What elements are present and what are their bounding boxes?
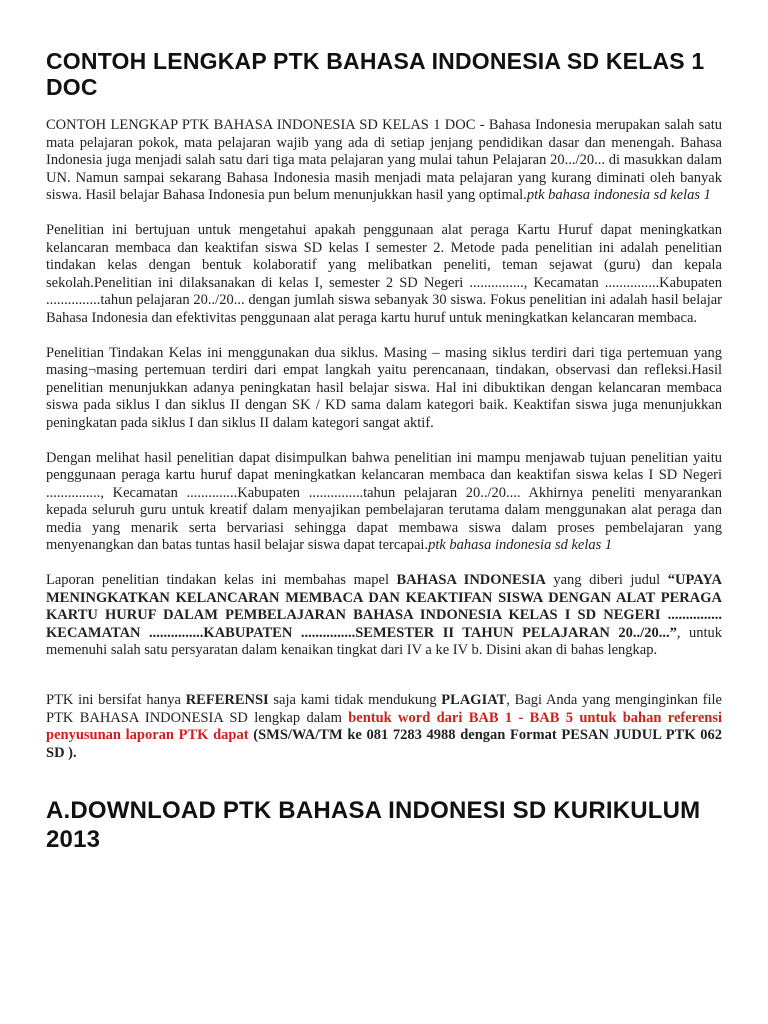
referensi-label: REFERENSI [185, 692, 269, 709]
report-purpose-text: , untuk memenuhi salah satu persyaratan dalam kenaikan tingkat dari IV a ke IV b. Disini akan di bahas lengkap. [46, 624, 723, 659]
notice-text-1: PTK ini bersifat hanya [46, 692, 186, 709]
conclusion-italic-keyword: ptk bahasa indonesia sd kelas 1 [428, 537, 613, 554]
download-section-heading: A.DOWNLOAD PTK BAHASA INDONESI SD KURIKULUM 2013 [46, 797, 701, 854]
notice-text-3: , Bagi Anda yang menginginkan file PTK BAHASA INDONESIA SD lengkap dalam [46, 692, 722, 726]
page-title: CONTOH LENGKAP PTK BAHASA INDONESIA SD KELAS 1 DOC [46, 48, 705, 100]
intro-text: CONTOH LENGKAP PTK BAHASA INDONESIA SD KELAS 1 DOC - Bahasa Indonesia merupakan salah satu mata pelajaran pokok, mata pelajaran wajib yang ada di setiap jenjang pendidikan dasar dan menengah. Bahasa Indonesia juga menjadi salah satu dari tiga mata pelajaran yang mulai tahun Pelajaran 20.../20... di masukkan dalam UN. Namun sampai sekarang Bahasa Indonesia masih menjadi mata pelajaran yang kurang diminati oleh banyak siswa. Hasil belajar Bahasa Indonesia pun belum menunjukkan hasil yang optimal. [46, 117, 722, 204]
research-purpose-paragraph: Penelitian ini bertujuan untuk mengetahui apakah penggunaan alat peraga Kartu Huruf dapat meningkatkan kelancaran membaca dan keaktifan siswa SD kelas I semester 2. Metode pada penelitian ini adalah penelitian tindakan kelas dengan bentuk kolaboratif yang melibatkan peneliti, teman sejawat (guru) dan kepala sekolah.Penelitian ini dilaksanakan di kelas I, semester 2 SD Negeri ..............., Kecamatan ...............Kabupaten ...............tahun pelajaran 20../20... dengan jumlah siswa sebanyak 30 siswa. Fokus penelitian ini adalah hasil belajar Bahasa Indonesia dan efektivitas penggunaan alat peraga kartu huruf untuk meningkatkan kelancaran membaca. [46, 221, 722, 326]
report-connector-text: yang diberi judul [545, 572, 668, 589]
conclusion-text: Dengan melihat hasil penelitian dapat disimpulkan bahwa penelitian ini mampu menjawab tujuan penelitian yaitu penggunaan peraga kartu huruf dapat meningkatkan kelancaran membaca dan keaktifan siswa kelas I SD Negeri ..............., Kecamatan ..............Kabupaten ...............tahun pelajaran 20../20.... Akhirnya peneliti menyarankan kepada seluruh guru untuk kreatif dalam menyajikan pembelajaran terutama dalam menggunakan alat peraga dan media yang menarik serta bervariasi sehingga dapat membawa siswa dalam proses pembelajaran yang menyenangkan dan batas tuntas hasil belajar siswa dapat tercapai. [46, 449, 722, 554]
word-format-offer: bentuk word dari BAB 1 - BAB 5 untuk bahan referensi penyusunan laporan PTK dapat [46, 709, 722, 744]
intro-italic-keyword: ptk bahasa indonesia sd kelas 1 [526, 187, 711, 204]
research-method-paragraph: Penelitian Tindakan Kelas ini menggunakan dua siklus. Masing – masing siklus terdiri dari tiga pertemuan yang masing¬masing pertemuan terdiri dari empat langkah yaitu perencanaan, tindakan, observasi dan refleksi.Hasil penelitian menunjukkan adanya peningkatan hasil belajar siswa. Hal ini dibuktikan dengan kelancaran membaca siswa pada siklus I dan siklus II dengan SK / KD sama dalam kategori baik. Keaktifan siswa juga menunjukkan peningkatan pada siklus I dan siklus II dalam kategori sangat aktif. [46, 344, 722, 431]
plagiat-label: PLAGIAT [441, 692, 507, 709]
intro-paragraph [46, 117, 722, 205]
report-intro-text: Laporan penelitian tindakan kelas ini membahas mapel [46, 572, 397, 589]
report-title-paragraph [46, 572, 722, 660]
report-title: “UPAYA MENINGKATKAN KELANCARAN MEMBACA DAN KEAKTIFAN SISWA DENGAN ALAT PERAGA KARTU HURUF DALAM PEMBELAJARAN BAHASA INDONESIA KELAS I SD NEGERI ............... KECAMATAN ...............KABUPATEN ...............SEMESTER II TAHUN PELAJARAN 20../20...” [46, 572, 722, 641]
conclusion-paragraph [46, 450, 722, 556]
contact-info: (SMS/WA/TM ke 081 7283 4988 dengan Format PESAN JUDUL PTK 062 SD ) [46, 727, 722, 761]
reference-notice-paragraph [46, 692, 722, 762]
notice-period: . [73, 744, 77, 761]
subject-name: BAHASA INDONESIA [396, 572, 546, 589]
notice-text-2: saja kami tidak mendukung [268, 692, 442, 709]
document-page [46, 48, 722, 871]
